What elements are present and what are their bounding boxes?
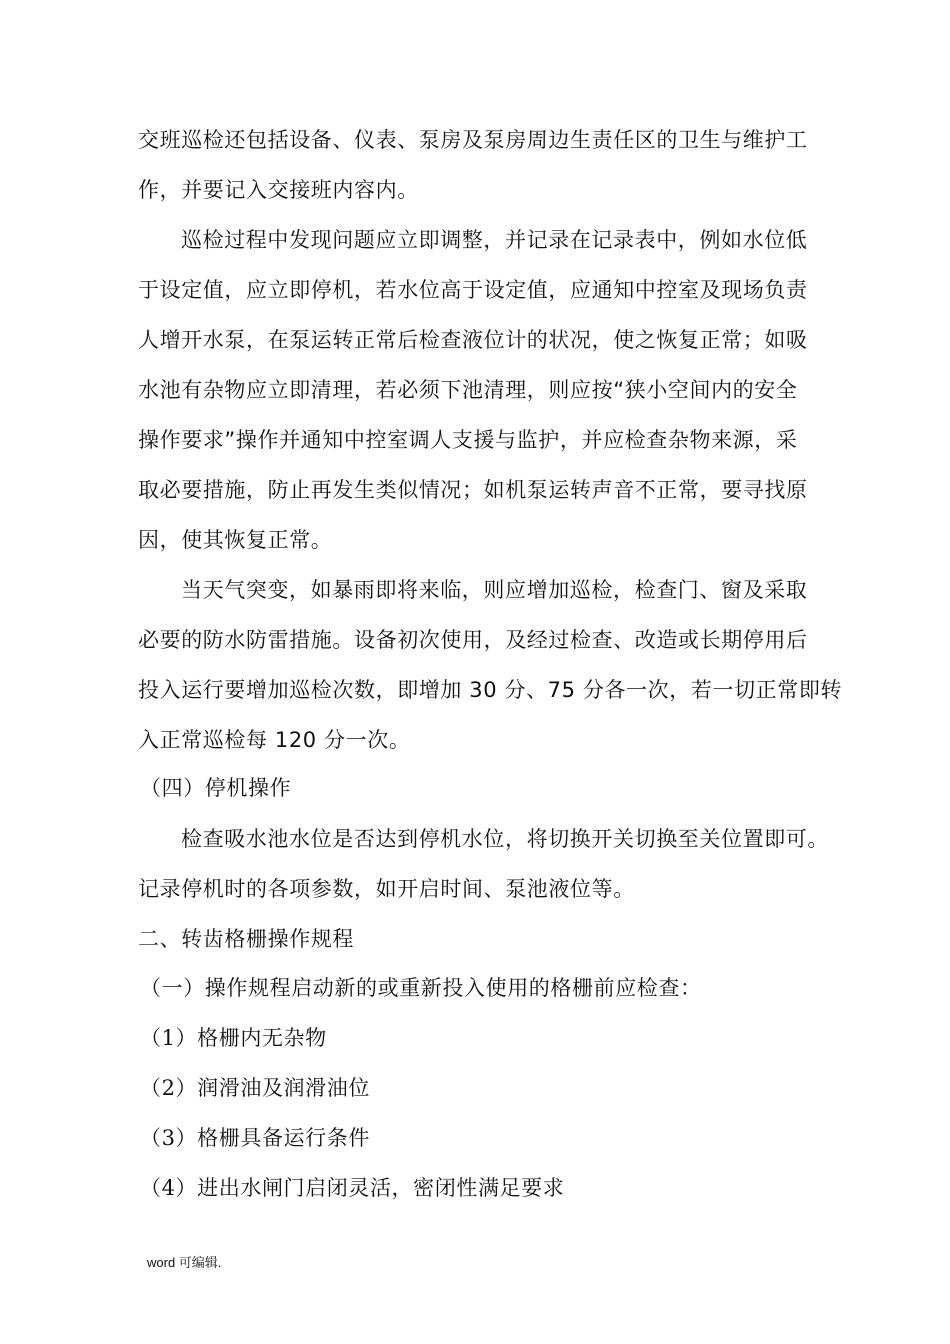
paragraph-line: 检查吸水池水位是否达到停机水位，将切换开关切换至关位置即可。 <box>181 827 829 851</box>
list-item: （1）格栅内无杂物 <box>140 1026 327 1050</box>
paragraph-line: 因，使其恢复正常。 <box>138 528 333 552</box>
paragraph-line: 交班巡检还包括设备、仪表、泵房及泵房周边生责任区的卫生与维护工 <box>138 128 808 152</box>
list-item: （4）进出水闸门启闭灵活，密闭性满足要求 <box>140 1176 565 1200</box>
paragraph-line: 人增开水泵，在泵运转正常后检查液位计的状况，使之恢复正常；如吸 <box>138 328 808 352</box>
paragraph-line: 取必要措施，防止再发生类似情况；如机泵运转声音不正常，要寻找原 <box>138 478 808 502</box>
paragraph-line: 必要的防水防雷措施。设备初次使用，及经过检查、改造或长期停用后 <box>138 628 808 652</box>
section-title: 二、转齿格栅操作规程 <box>138 927 354 951</box>
paragraph-line: 操作要求”操作并通知中控室调人支援与监护，并应检查杂物来源，采 <box>138 428 798 452</box>
list-item: （3）格栅具备运行条件 <box>140 1126 370 1150</box>
paragraph-line: 水池有杂物应立即清理，若必须下池清理，则应按“狭小空间内的安全 <box>138 378 798 402</box>
page-footer: word 可编辑. <box>147 1255 222 1270</box>
paragraph-line: 于设定值，应立即停机，若水位高于设定值，应通知中控室及现场负责 <box>138 278 808 302</box>
paragraph-line: 入正常巡检每 120 分一次。 <box>138 728 411 752</box>
paragraph-line: 当天气突变，如暴雨即将来临，则应增加巡检，检查门、窗及采取 <box>181 578 808 602</box>
paragraph-line: 投入运行要增加巡检次数，即增加 30 分、75 分各一次，若一切正常即转 <box>138 678 843 702</box>
paragraph-line: 作，并要记入交接班内容内。 <box>138 178 419 202</box>
paragraph-line: 记录停机时的各项参数，如开启时间、泵池液位等。 <box>138 877 635 901</box>
paragraph-line: 巡检过程中发现问题应立即调整，并记录在记录表中，例如水位低 <box>181 228 808 252</box>
list-item: （2）润滑油及润滑油位 <box>140 1076 370 1100</box>
section-heading: （四）停机操作 <box>140 776 292 800</box>
subsection-heading: （一）操作规程启动新的或重新投入使用的格栅前应检查： <box>140 976 702 1000</box>
